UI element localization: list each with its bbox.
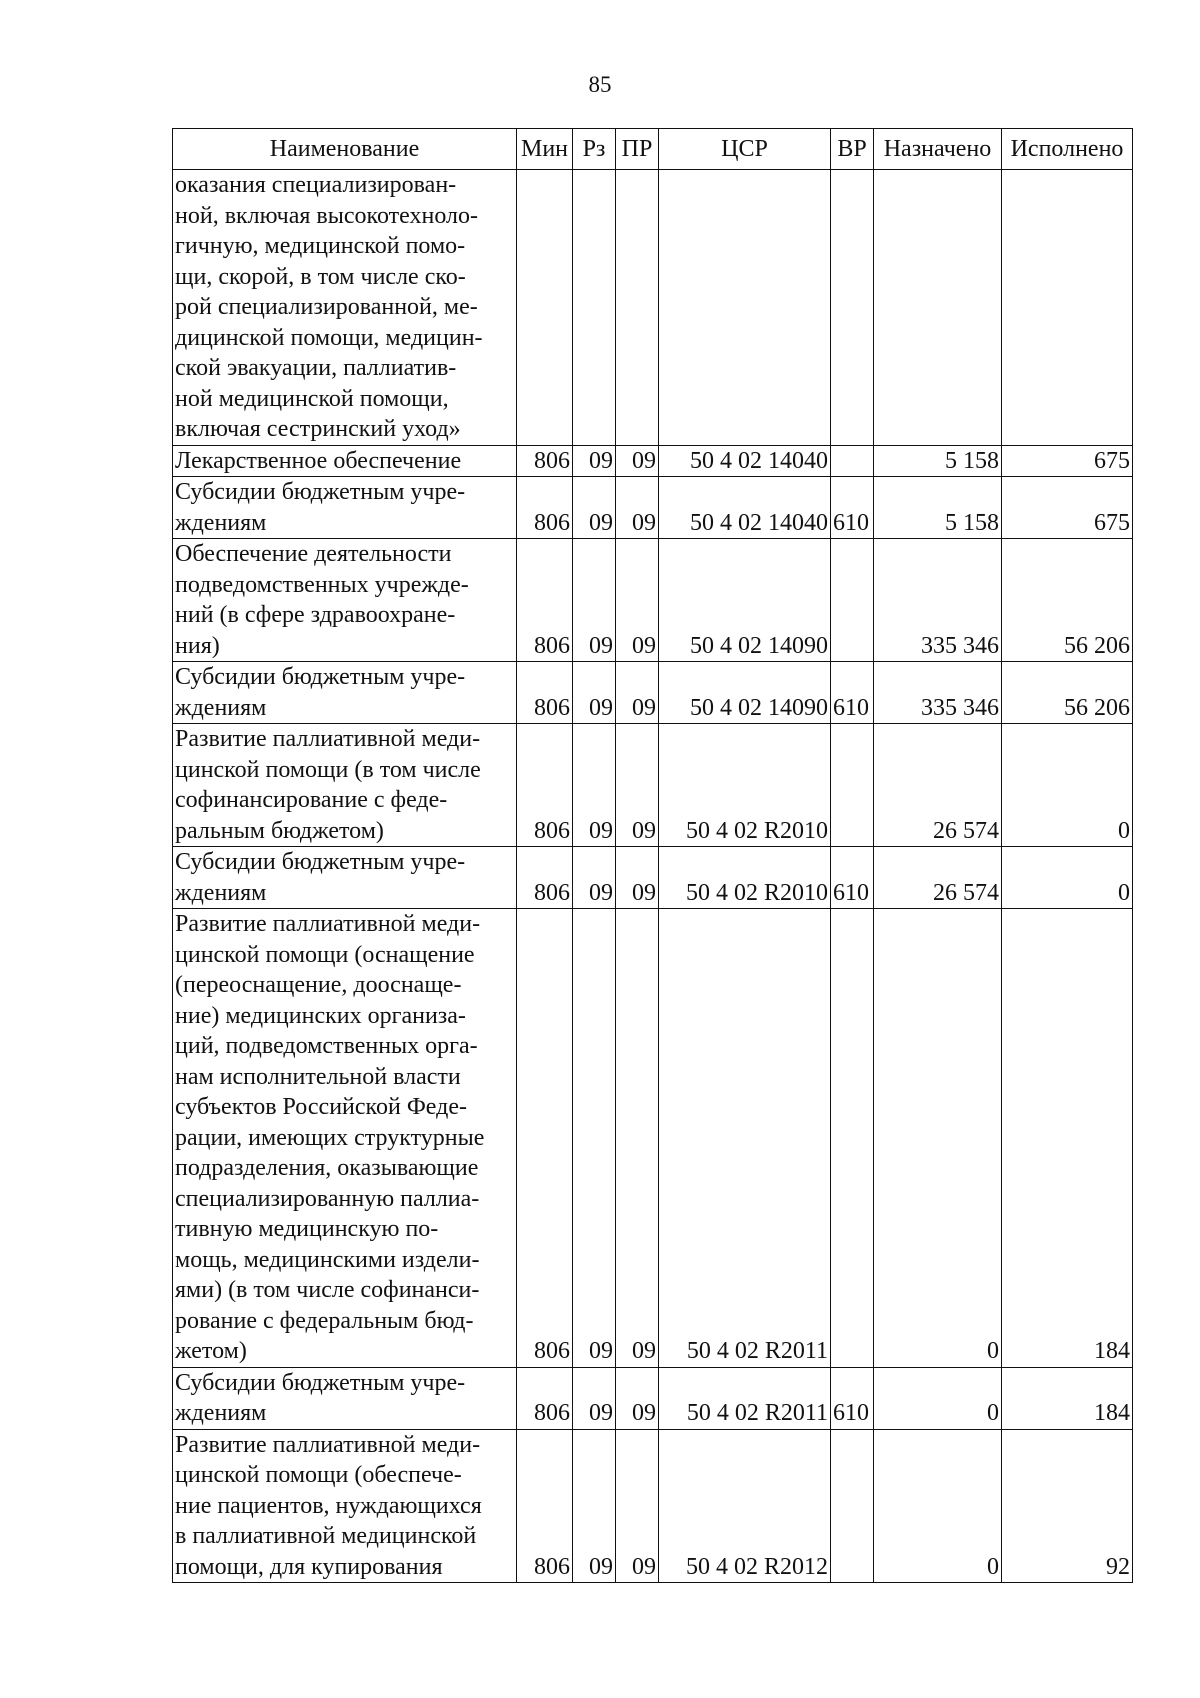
row-csr-cell: 50 4 02 R2010 <box>659 724 831 847</box>
row-name-line: цинской помощи (оснащение <box>175 941 475 968</box>
row-csr-cell <box>659 170 831 446</box>
row-min-cell: 806 <box>517 477 573 539</box>
row-name-line: рование с федеральным бюд- <box>175 1307 474 1334</box>
row-pr-cell: 09 <box>616 909 659 1368</box>
row-name-line: рации, имеющих структурные <box>175 1124 485 1151</box>
row-csr-cell: 50 4 02 R2011 <box>659 909 831 1368</box>
row-ispolneno-cell: 56 206 <box>1002 539 1133 662</box>
table-row <box>173 724 1133 847</box>
row-csr-cell: 50 4 02 R2012 <box>659 1429 831 1583</box>
row-name-cell <box>173 539 517 662</box>
row-name-line: ние) медицинских организа- <box>175 1002 466 1029</box>
row-ispolneno-cell: 675 <box>1002 477 1133 539</box>
row-name-line: ждениям <box>175 509 267 536</box>
table-row <box>173 1429 1133 1583</box>
row-csr-cell: 50 4 02 14040 <box>659 445 831 477</box>
row-pr-cell: 09 <box>616 662 659 724</box>
row-vr-cell <box>831 1429 874 1583</box>
row-ispolneno-cell: 184 <box>1002 1367 1133 1429</box>
row-name-line: нам исполнительной власти <box>175 1063 461 1090</box>
table-row <box>173 170 1133 446</box>
row-pr-cell: 09 <box>616 539 659 662</box>
row-ispolneno-cell <box>1002 170 1133 446</box>
row-min-cell: 806 <box>517 909 573 1368</box>
row-vr-cell: 610 <box>831 477 874 539</box>
row-csr-cell: 50 4 02 14090 <box>659 662 831 724</box>
row-min-cell: 806 <box>517 539 573 662</box>
row-rz-cell: 09 <box>573 1429 616 1583</box>
row-min-cell: 806 <box>517 847 573 909</box>
row-pr-cell: 09 <box>616 724 659 847</box>
row-name-line: дицинской помощи, медицин- <box>175 324 483 351</box>
row-name-cell <box>173 1429 517 1583</box>
row-min-cell: 806 <box>517 724 573 847</box>
row-name-cell <box>173 445 517 477</box>
row-rz-cell: 09 <box>573 477 616 539</box>
row-ispolneno-cell: 0 <box>1002 847 1133 909</box>
row-vr-cell <box>831 909 874 1368</box>
row-ispolneno-cell: 56 206 <box>1002 662 1133 724</box>
row-name-line: Субсидии бюджетным учре- <box>175 1369 466 1396</box>
row-rz-cell: 09 <box>573 662 616 724</box>
header-pr: ПР <box>616 129 659 170</box>
row-pr-cell: 09 <box>616 847 659 909</box>
row-name-line: Субсидии бюджетным учре- <box>175 849 466 875</box>
header-vr: ВР <box>831 129 874 170</box>
row-name-line: помощи, для купирования <box>175 1553 443 1580</box>
table-row <box>173 847 1133 909</box>
row-pr-cell: 09 <box>616 477 659 539</box>
row-name-line: гичную, медицинской помо- <box>175 233 466 259</box>
row-min-cell: 806 <box>517 662 573 724</box>
row-ispolneno-cell: 675 <box>1002 445 1133 477</box>
row-name-line: мощь, медицинскими издели- <box>175 1246 480 1273</box>
row-naznacheno-cell: 5 158 <box>874 445 1002 477</box>
row-name-line: цинской помощи (в том числе <box>175 756 481 783</box>
row-name-cell <box>173 847 517 909</box>
table-body <box>173 170 1133 1583</box>
row-naznacheno-cell: 335 346 <box>874 662 1002 724</box>
row-name-line: софинансирование с феде- <box>175 787 448 813</box>
row-name-cell <box>173 724 517 847</box>
header-min: Мин <box>517 129 573 170</box>
row-naznacheno-cell: 26 574 <box>874 847 1002 909</box>
row-rz-cell <box>573 170 616 446</box>
table-row <box>173 909 1133 1368</box>
row-min-cell: 806 <box>517 1429 573 1583</box>
row-rz-cell: 09 <box>573 1367 616 1429</box>
row-name-line: щи, скорой, в том числе ско- <box>175 263 466 290</box>
row-name-line: специализированную паллиа- <box>175 1185 480 1212</box>
header-name: Наименование <box>173 129 517 170</box>
row-ispolneno-cell: 92 <box>1002 1429 1133 1583</box>
row-name-line: жетом) <box>175 1338 247 1364</box>
row-name-line: в паллиативной медицинской <box>175 1523 477 1549</box>
row-csr-cell: 50 4 02 14040 <box>659 477 831 539</box>
row-naznacheno-cell <box>874 170 1002 446</box>
page-number: 85 <box>588 72 612 97</box>
row-csr-cell: 50 4 02 R2011 <box>659 1367 831 1429</box>
header-ispolneno: Исполнено <box>1002 129 1133 170</box>
row-name-cell <box>173 477 517 539</box>
row-vr-cell: 610 <box>831 1367 874 1429</box>
row-min-cell: 806 <box>517 1367 573 1429</box>
row-name-line: Лекарственное обеспечение <box>175 447 462 474</box>
row-rz-cell: 09 <box>573 539 616 662</box>
row-name-cell <box>173 662 517 724</box>
table-row <box>173 662 1133 724</box>
row-name-line: ной, включая высокотехноло- <box>175 202 478 229</box>
row-naznacheno-cell: 26 574 <box>874 724 1002 847</box>
budget-table <box>172 128 1133 1583</box>
header-naznacheno: Назначено <box>874 129 1002 170</box>
row-naznacheno-cell: 0 <box>874 1429 1002 1583</box>
row-ispolneno-cell: 0 <box>1002 724 1133 847</box>
row-naznacheno-cell: 335 346 <box>874 539 1002 662</box>
header-csr: ЦСР <box>659 129 831 170</box>
row-name-line: ний (в сфере здравоохране- <box>175 602 456 628</box>
table-header-row <box>173 129 1133 170</box>
row-pr-cell: 09 <box>616 445 659 477</box>
row-pr-cell: 09 <box>616 1429 659 1583</box>
table-row <box>173 1367 1133 1429</box>
row-csr-cell: 50 4 02 R2010 <box>659 847 831 909</box>
row-name-line: Развитие паллиативной меди- <box>175 1431 481 1458</box>
row-vr-cell: 610 <box>831 847 874 909</box>
row-name-line: ций, подведомственных орга- <box>175 1033 478 1059</box>
row-name-line: рой специализированной, ме- <box>175 294 478 320</box>
row-name-line: цинской помощи (обеспече- <box>175 1462 462 1488</box>
row-name-line: Развитие паллиативной меди- <box>175 726 481 752</box>
row-name-line: оказания специализирован- <box>175 172 457 198</box>
row-csr-cell: 50 4 02 14090 <box>659 539 831 662</box>
row-name-line: подразделения, оказывающие <box>175 1155 479 1181</box>
row-name-line: ния) <box>175 632 220 659</box>
row-naznacheno-cell: 0 <box>874 1367 1002 1429</box>
row-name-line: субъектов Российской Феде- <box>175 1094 467 1120</box>
row-pr-cell: 09 <box>616 1367 659 1429</box>
row-min-cell: 806 <box>517 445 573 477</box>
table-row <box>173 445 1133 477</box>
row-naznacheno-cell: 0 <box>874 909 1002 1368</box>
row-vr-cell <box>831 170 874 446</box>
row-name-line: ждениям <box>175 694 267 721</box>
row-name-cell <box>173 170 517 446</box>
row-ispolneno-cell: 184 <box>1002 909 1133 1368</box>
row-pr-cell <box>616 170 659 446</box>
row-name-line: ние пациентов, нуждающихся <box>175 1492 482 1519</box>
row-name-line: включая сестринский уход» <box>175 416 461 442</box>
row-vr-cell <box>831 445 874 477</box>
row-naznacheno-cell: 5 158 <box>874 477 1002 539</box>
row-name-cell <box>173 909 517 1368</box>
row-name-line: ной медицинской помощи, <box>175 385 449 412</box>
row-rz-cell: 09 <box>573 724 616 847</box>
row-name-line: ральным бюджетом) <box>175 817 384 844</box>
row-vr-cell <box>831 539 874 662</box>
row-name-line: Субсидии бюджетным учре- <box>175 664 466 690</box>
row-name-line: Субсидии бюджетным учре- <box>175 479 466 505</box>
row-name-line: ждениям <box>175 1400 267 1426</box>
row-name-line: Обеспечение деятельности <box>175 541 452 567</box>
header-rz: Рз <box>573 129 616 170</box>
row-vr-cell <box>831 724 874 847</box>
row-name-line: подведомственных учрежде- <box>175 571 469 598</box>
row-name-line: ями) (в том числе софинанси- <box>175 1277 480 1303</box>
row-name-line: ждениям <box>175 879 267 906</box>
row-rz-cell: 09 <box>573 445 616 477</box>
row-rz-cell: 09 <box>573 909 616 1368</box>
row-rz-cell: 09 <box>573 847 616 909</box>
table-row <box>173 477 1133 539</box>
row-vr-cell: 610 <box>831 662 874 724</box>
table-row <box>173 539 1133 662</box>
row-name-line: Развитие паллиативной меди- <box>175 911 481 937</box>
row-min-cell <box>517 170 573 446</box>
row-name-cell <box>173 1367 517 1429</box>
row-name-line: (переоснащение, дооснаще- <box>175 972 462 998</box>
row-name-line: тивную медицинскую по- <box>175 1216 439 1242</box>
row-name-line: ской эвакуации, паллиатив- <box>175 355 457 381</box>
